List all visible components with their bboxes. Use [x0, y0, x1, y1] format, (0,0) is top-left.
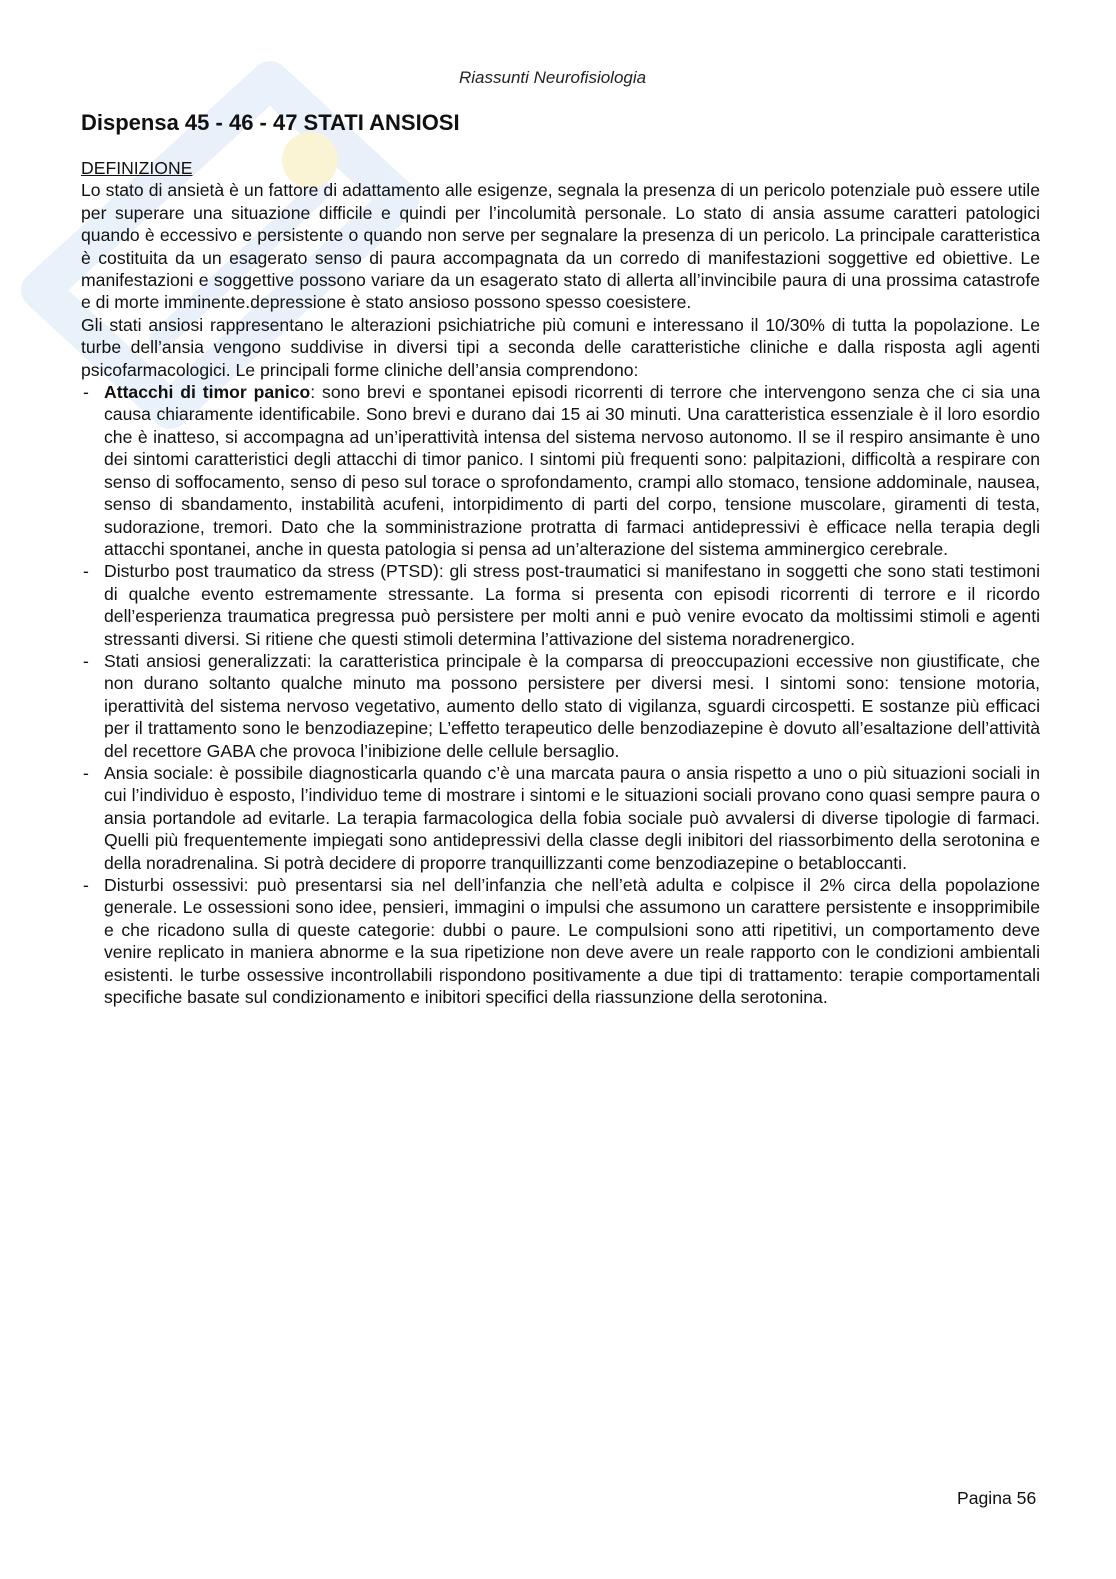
document-body — [81, 157, 1040, 1008]
paragraph: Gli stati ansiosi rappresentano le alterazioni psichiatriche più comuni e interessano il 10/30% di tutta la popolazione. Le turbe dell’ansia vengono suddivise in diversi tipi a seconda delle caratteristiche cliniche e dalla risposta agli agenti psicofarmacologici. Le principali forme cliniche dell’ansia comprendono: — [81, 314, 1040, 380]
bullet-dash: - — [83, 382, 89, 403]
bullet-dash: - — [83, 561, 89, 582]
bullet-dash: - — [83, 875, 89, 895]
running-header: Riassunti Neurofisiologia — [459, 68, 647, 87]
list-item — [81, 762, 1040, 874]
list-item — [81, 560, 1040, 650]
paragraph: Lo stato di ansietà è un fattore di adattamento alle esigenze, segnala la presenza di un pericolo potenziale può essere utile per superare una situazione difficile e quindi per l’incolumità personale. Lo stato di ansia assume caratteri patologici quando è eccessivo e persistente o quando non serve per segnalare la presenza di un pericolo. La principale caratteristica è costituita da un esagerato senso di paura accompagnata da un corredo di manifestazioni soggettive ed obiettive. Le manifestazioni e soggettive possono variare da un esagerato stato di allerta all’invincibile paura di una prossima catastrofe e di morte imminente.depressione è stato ansioso possono spesso coesistere. — [81, 180, 1040, 313]
page-number: Pagina 56 — [957, 1488, 1037, 1508]
list-item-text: Stati ansiosi generalizzati: la caratteristica principale è la comparsa di preoccupazioni eccessive non giustificate, che non durano soltanto qualche minuto ma possono persistere per diversi mesi. I sintomi sono: tensione motoria, iperattività del sistema nervoso vegetativo, aumento dello stato di vigilanza, sguardi circospetti. E sostanze più efficaci per il trattamento sono le benzodiazepine; L’effetto terapeutico delle benzodiazepine è dovuto all’esaltazione dell’attività del recettore GABA che provoca l’inibizione delle cellule bersaglio. — [104, 650, 1040, 761]
anxiety-forms-list — [81, 381, 1040, 1008]
list-item-text: : sono brevi e spontanei episodi ricorrenti di terrore che intervengono senza che ci sia una causa chiaramente identificabile. Sono brevi e durano dai 15 ai 30 minuti. Una caratteristica essenziale è il loro esordio che è inatteso, si accompagna ad un’iperattività intensa del sistema nervoso autonomo. Il se il respiro ansimante è uno dei sintomi caratteristici degli attacchi di timor panico. I sintomi più frequenti sono: palpitazioni, difficoltà a respirare con senso di soffocamento, senso di peso sul torace o sprofondamento, crampi allo stomaco, tensione addominale, nausea, senso di sbandamento, instabilità acufeni, intorpidimento di parti del corpo, tensione muscolare, giramenti di testa, sudorazione, tremori. Dato che la somministrazione protratta di farmaci antidepressivi è efficace nella terapia degli attacchi spontanei, anche in questa patologia si pensa ad un’alterazione del sistema amminergico cerebrale. — [104, 382, 1040, 559]
list-item — [81, 874, 1040, 1008]
document-title: Dispensa 45 - 46 - 47 STATI ANSIOSI — [81, 110, 460, 135]
list-item-text: Disturbo post traumatico da stress (PTSD): gli stress post-traumatici si manifestano in soggetti che sono stati testimoni di qualche evento estremamente stressante. La forma si presenta con episodi ricorrenti di terrore e il ricordo dell’esperienza traumatica pregressa può persistere per molti anni e può venire evocato da moltissimi stimoli e agenti stressanti diversi. Si ritiene che questi stimoli determina l’attivazione del sistema noradrenergico. — [104, 561, 1040, 649]
list-item — [81, 381, 1040, 560]
list-item-text: Ansia sociale: è possibile diagnosticarla quando c’è una marcata paura o ansia rispetto a uno o più situazioni sociali in cui l’individuo è esposto, l’individuo teme di mostrare i sintomi e le situazioni sociali provano cono quasi sempre paura o ansia portandole ad evitarle. La terapia farmacologica della fobia sociale può avvalersi di diverse tipologie di farmaci. Quelli più frequentemente impiegati sono antidepressivi della classe degli inibitori del riassorbimento della serotonina e della noradrenalina. Si potrà decidere di proporre tranquillizzanti come benzodiazepine o betabloccanti. — [104, 762, 1040, 873]
list-item-label: Attacchi di timor panico — [104, 382, 311, 403]
section-heading-definizione: DEFINIZIONE — [81, 158, 193, 178]
bullet-dash: - — [83, 650, 89, 671]
list-item — [81, 650, 1040, 762]
list-item-text: Disturbi ossessivi: può presentarsi sia nel dell’infanzia che nell’età adulta e colpisce il 2% circa della popolazione generale. Le ossessioni sono idee, pensieri, immagini o impulsi che assumono un carattere persistente e insopprimibile e che ricadono sulla di queste categorie: dubbi o paure. Le compulsioni sono atti ripetitivi, un comportamento deve venire replicato in maniera abnorme e la sua ripetizione non deve avere un reale rapporto con le condizioni ambientali esistenti. le turbe ossessive incontrollabili rispondono positivamente a due tipi di trattamento: terapie comportamentali specifiche basate sul condizionamento e inibitori specifici della riassunzione della serotonina. — [104, 875, 1040, 1008]
bullet-dash: - — [83, 762, 89, 783]
